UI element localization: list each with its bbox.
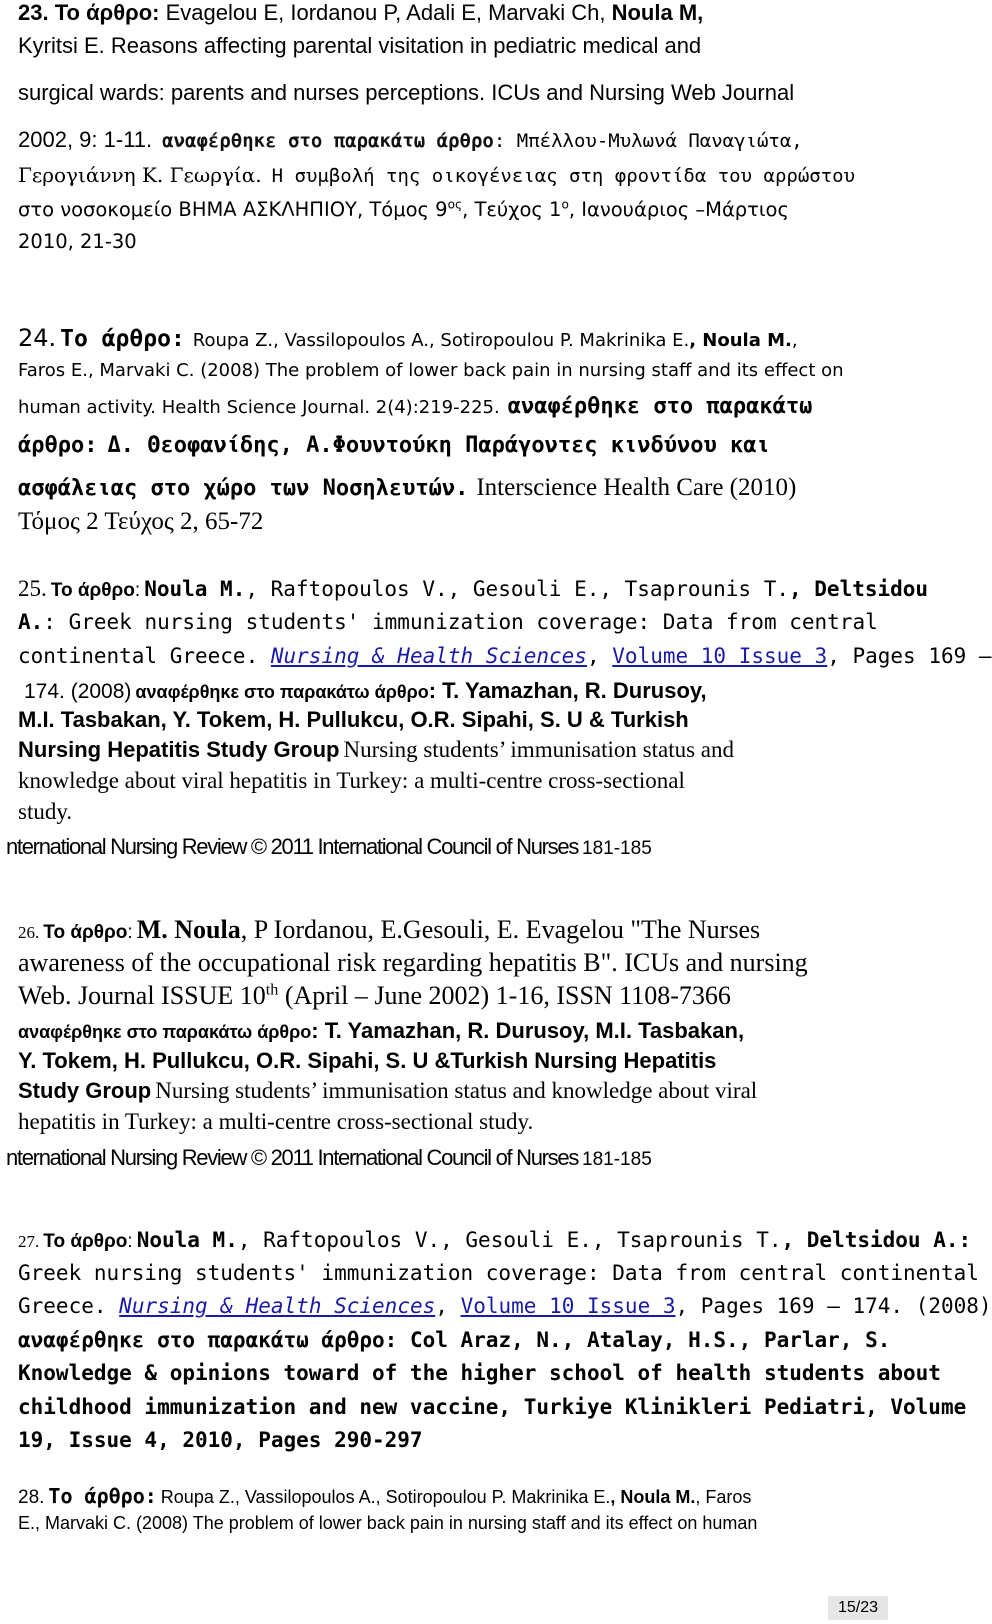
cited-in-label: αναφέρθηκε στο παρακάτω άρθρο (135, 682, 429, 702)
ref-line: knowledge about viral hepatitis in Turkey: a multi-centre cross-sectional (18, 768, 685, 793)
journal-link[interactable]: Nursing & Health Sciences (119, 1294, 436, 1318)
ref-line: Τόμος 2 Τεύχος 2, 65-72 (18, 508, 264, 535)
ref-number: 24. (18, 324, 57, 352)
ref-line (18, 0, 703, 26)
ref-line: 27. Το άρθρο: Noula M., Raftopoulos V., Gesouli E., Tsaprounis T., Deltsidou A.: (18, 1228, 972, 1252)
ref-number: 25. (18, 576, 47, 601)
article-label: Το άρθρο: (48, 1484, 157, 1508)
ref-line: E., Marvaki C. (2008) The problem of lower back pain in nursing staff and its effect on human (18, 1513, 758, 1533)
ref-line: childhood immunization and new vaccine, Turkiye Klinikleri Pediatri, Volume (18, 1395, 967, 1419)
highlighted-author: M. Noula (136, 915, 241, 944)
ref-line: 2002, 9: 1-11. αναφέρθηκε στο παρακάτω άρθρο: Μπέλλου-Μυλωνά Παναγιώτα, (18, 127, 803, 152)
ref-line: άρθρο: Δ. Θεοφανίδης, Α.Φουντούκη Παράγοντες κινδύνου και (18, 433, 770, 458)
ref-authors: Evagelou E, Iordanou P, Adali E, Marvaki Ch, (165, 0, 606, 25)
ref-line: 28. Το άρθρο: Roupa Z., Vassilopoulos A., Sotiropoulou P. Makrinika E., Noula M., Faros (18, 1484, 752, 1508)
ref-line: nternational Nursing Review © 2011 International Council of Nurses 181-185 (6, 834, 652, 859)
ref-line: ασφάλειας στο χώρο των Νοσηλευτών. Interscience Health Care (2010) (18, 474, 797, 501)
ref-line: αναφέρθηκε στο παρακάτω άρθρο: T. Yamazhan, R. Durusoy, M.I. Tasbakan, (18, 1018, 745, 1043)
highlighted-author: , Noula M. (610, 1487, 696, 1507)
ref-line: 24. Το άρθρο: Roupa Z., Vassilopoulos A., Sotiropoulou P. Makrinika E., Noula M., (18, 324, 798, 352)
page-number: 15/23 (828, 1596, 888, 1620)
ref-line: Greece. Nursing & Health Sciences, Volume 10 Issue 3, Pages 169 – 174. (2008) (18, 1294, 992, 1318)
ref-line: Γερογιάννη Κ. Γεωργία. Η συμβολή της οικογένειας στη φροντίδα του αρρώστου (18, 163, 856, 187)
ref-line: Nursing Hepatitis Study Group Nursing students’ immunisation status and (18, 737, 735, 762)
ref-line: continental Greece. Nursing & Health Sciences, Volume 10 Issue 3, Pages 169 – (18, 644, 992, 668)
article-label: Το άρθρο: (54, 0, 160, 25)
ref-line: A.: Greek nursing students' immunization coverage: Data from central (18, 610, 878, 634)
ref-line: 25. Το άρθρο: Noula M., Raftopoulos V., Gesouli E., Tsaprounis T., Deltsidou (18, 576, 929, 601)
article-label: Το άρθρο: (60, 326, 185, 352)
article-label: Το άρθρο (43, 922, 128, 943)
ref-number: 23. (18, 0, 49, 25)
ref-line: Kyritsi E. Reasons affecting parental visitation in pediatric medical and (18, 33, 702, 58)
ref-line: human activity. Health Science Journal. 2(4):219-225. αναφέρθηκε στο παρακάτω (18, 394, 813, 419)
ref-line: awareness of the occupational risk regarding hepatitis B". ICUs and nursing (18, 948, 808, 977)
ref-line: M.I. Tasbakan, Y. Tokem, H. Pullukcu, O.R. Sipahi, S. U & Turkish (18, 707, 689, 732)
volume-link[interactable]: Volume 10 Issue 3 (460, 1294, 676, 1318)
ref-line: Greek nursing students' immunization coverage: Data from central continental (18, 1261, 979, 1285)
article-label: Το άρθρο (43, 1231, 128, 1252)
ref-number: 27. (18, 1232, 40, 1251)
ref-line: study. (18, 799, 73, 824)
ref-line: hepatitis in Turkey: a multi-centre cross-sectional study. (18, 1109, 534, 1134)
ref-line: 174. (2008) αναφέρθηκε στο παρακάτω άρθρο: T. Yamazhan, R. Durusoy, (24, 678, 707, 703)
highlighted-author: Noula M, (611, 0, 704, 25)
ref-number: 28. (18, 1487, 45, 1508)
ref-line: 26. Το άρθρο: M. Noula, P Iordanou, E.Gesouli, E. Evagelou "The Nurses (18, 915, 761, 944)
ref-line: Web. Journal ISSUE 10th (April – June 2002) 1-16, ISSN 1108-7366 (18, 981, 731, 1010)
ref-line: Y. Tokem, H. Pullukcu, O.R. Sipahi, S. U &Turkish Nursing Hepatitis (18, 1048, 717, 1073)
ref-line: nternational Nursing Review © 2011 International Council of Nurses 181-185 (6, 1145, 652, 1170)
ref-line: Knowledge & opinions toward of the higher school of health students about (18, 1361, 941, 1385)
volume-link[interactable]: Volume 10 Issue 3 (612, 644, 828, 668)
cited-in-label: αναφέρθηκε στο παρακάτω άρθρο (18, 1022, 312, 1042)
highlighted-author: , Noula M. (689, 330, 792, 351)
highlighted-author: Noula M. (136, 1228, 238, 1252)
ref-line: Study Group Nursing students’ immunisation status and knowledge about viral (18, 1078, 758, 1103)
cited-in-label: αναφέρθηκε στο παρακάτω άρθρο (18, 1328, 385, 1352)
ref-number: 26. (18, 923, 40, 942)
cited-in-label: αναφέρθηκε στο παρακάτω άρθρο (162, 130, 494, 152)
ref-line: Faros E., Marvaki C. (2008) The problem of lower back pain in nursing staff and its effect on (18, 360, 844, 381)
ref-line: αναφέρθηκε στο παρακάτω άρθρο: Col Araz, N., Atalay, H.S., Parlar, S. (18, 1328, 891, 1352)
ref-line: surgical wards: parents and nurses perceptions. ICUs and Nursing Web Journal (18, 80, 795, 105)
ref-line: στο νοσοκομείο ΒΗΜΑ ΑΣΚΛΗΠΙΟΥ, Τόμος $9^{o\varsigma}$, Τεύχος $1^o$, Ιανουάριος –Μάρτιος (18, 197, 789, 221)
highlighted-author: Noula M. (144, 577, 246, 601)
article-label: Το άρθρο (50, 580, 135, 601)
journal-link[interactable]: Nursing & Health Sciences (270, 644, 587, 668)
ref-line: 2010, 21-30 (18, 230, 137, 253)
cited-in-label: αναφέρθηκε στο παρακάτω (507, 394, 813, 419)
ref-line: 19, Issue 4, 2010, Pages 290-297 (18, 1428, 423, 1452)
